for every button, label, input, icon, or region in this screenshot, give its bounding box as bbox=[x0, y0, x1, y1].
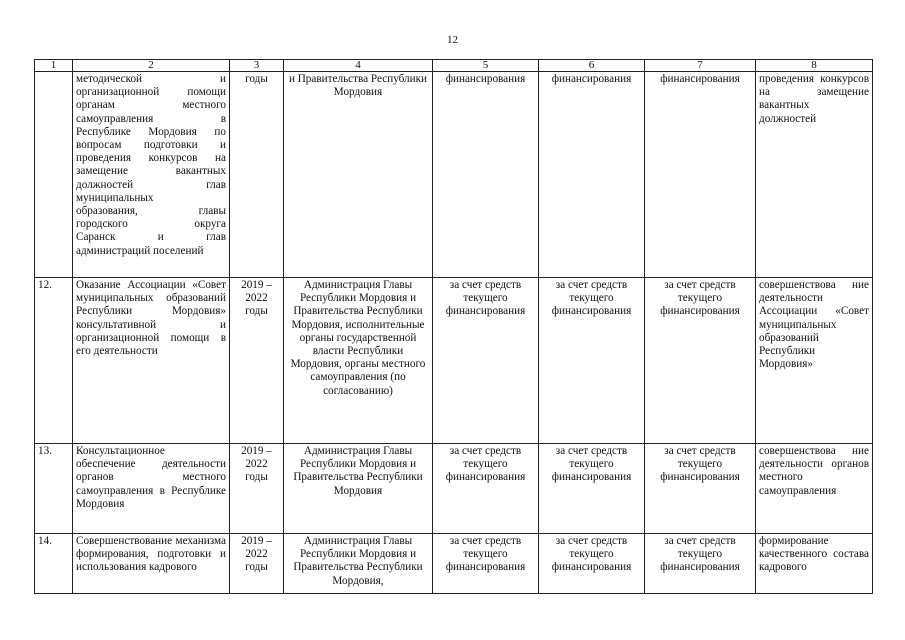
funding-cell: за счет средств текущего финансирования bbox=[645, 444, 756, 534]
years-cell: 2019 – 2022 годы bbox=[230, 534, 284, 594]
measure-name bbox=[73, 72, 230, 278]
funding-cell: за счет средств текущего финансирования bbox=[539, 278, 645, 444]
measure-name-line: организационной помощи bbox=[76, 86, 226, 99]
col-header-7: 7 bbox=[645, 60, 756, 72]
row-number: 14. bbox=[35, 534, 73, 594]
measure-name-line: самоуправления в bbox=[76, 112, 226, 125]
table-row bbox=[35, 278, 873, 444]
result-cell: проведения конкурсов на замещение вакантных должностей bbox=[756, 72, 873, 278]
measure-name: Консультационное обеспечение деятельности органов местного самоуправления в Республике Мордовия bbox=[73, 444, 230, 534]
years-cell: годы bbox=[230, 72, 284, 278]
measure-name-line: проведения конкурсов на bbox=[76, 152, 226, 165]
executor-cell: Администрация Главы Республики Мордовия и Правительства Республики Мордовия, исполнительные органы государственной власти Республики Мордовия, органы местного самоуправления (по согласованию) bbox=[284, 278, 433, 444]
measure-name-line: администраций поселений bbox=[76, 244, 204, 257]
measure-name-line: замещение вакантных bbox=[76, 165, 226, 178]
col-header-8: 8 bbox=[756, 60, 873, 72]
funding-cell: за счет средств текущего финансирования bbox=[645, 278, 756, 444]
years-cell: 2019 – 2022 годы bbox=[230, 278, 284, 444]
years-cell: 2019 – 2022 годы bbox=[230, 444, 284, 534]
measure-name-line: методической и bbox=[76, 73, 226, 85]
result-cell: совершенствова ние деятельности органов местного самоуправления bbox=[756, 444, 873, 534]
measure-name-line: вопросам подготовки и bbox=[76, 139, 226, 152]
funding-cell: за счет средств текущего финансирования bbox=[433, 444, 539, 534]
measure-name-line: органам местного bbox=[76, 99, 226, 112]
col-header-5: 5 bbox=[433, 60, 539, 72]
measure-name: Совершенствование механизма формирования, подготовки и использования кадрового bbox=[73, 534, 230, 594]
measure-name-line: городского округа bbox=[76, 218, 226, 231]
measure-name-line: должностей глав bbox=[76, 178, 226, 191]
col-header-2: 2 bbox=[73, 60, 230, 72]
row-number bbox=[35, 72, 73, 278]
col-header-3: 3 bbox=[230, 60, 284, 72]
funding-cell: за счет средств текущего финансирования bbox=[433, 278, 539, 444]
col-header-6: 6 bbox=[539, 60, 645, 72]
measure-name-line: Республике Мордовия по bbox=[76, 125, 226, 138]
funding-cell: финансирования bbox=[645, 72, 756, 278]
measure-name: Оказание Ассоциации «Совет муниципальных образований Республики Мордовия» консультативной и организационной помощи в его деятельности bbox=[73, 278, 230, 444]
measures-table bbox=[34, 59, 873, 594]
page-number: 12 bbox=[447, 34, 458, 46]
funding-cell: за счет средств текущего финансирования bbox=[645, 534, 756, 594]
col-header-4: 4 bbox=[284, 60, 433, 72]
row-number: 12. bbox=[35, 278, 73, 444]
table-row bbox=[35, 72, 873, 278]
table-row bbox=[35, 534, 873, 594]
executor-cell: Администрация Главы Республики Мордовия и Правительства Республики Мордовия bbox=[284, 444, 433, 534]
measure-name-line: образования, главы bbox=[76, 205, 226, 218]
executor-cell: Администрация Главы Республики Мордовия и Правительства Республики Мордовия, bbox=[284, 534, 433, 594]
result-cell: совершенствова ние деятельности Ассоциации «Совет муниципальных образований Республики Мордовия» bbox=[756, 278, 873, 444]
funding-cell: финансирования bbox=[433, 72, 539, 278]
executor-cell: и Правительства Республики Мордовия bbox=[284, 72, 433, 278]
funding-cell: за счет средств текущего финансирования bbox=[433, 534, 539, 594]
funding-cell: за счет средств текущего финансирования bbox=[539, 534, 645, 594]
row-number: 13. bbox=[35, 444, 73, 534]
funding-cell: финансирования bbox=[539, 72, 645, 278]
funding-cell: за счет средств текущего финансирования bbox=[539, 444, 645, 534]
measure-name-line: Саранск и глав bbox=[76, 231, 226, 244]
header-row bbox=[35, 60, 873, 72]
col-header-1: 1 bbox=[35, 60, 73, 72]
table-row bbox=[35, 444, 873, 534]
result-cell: формирование качественного состава кадрового bbox=[756, 534, 873, 594]
measure-name-line: муниципальных bbox=[76, 191, 154, 204]
